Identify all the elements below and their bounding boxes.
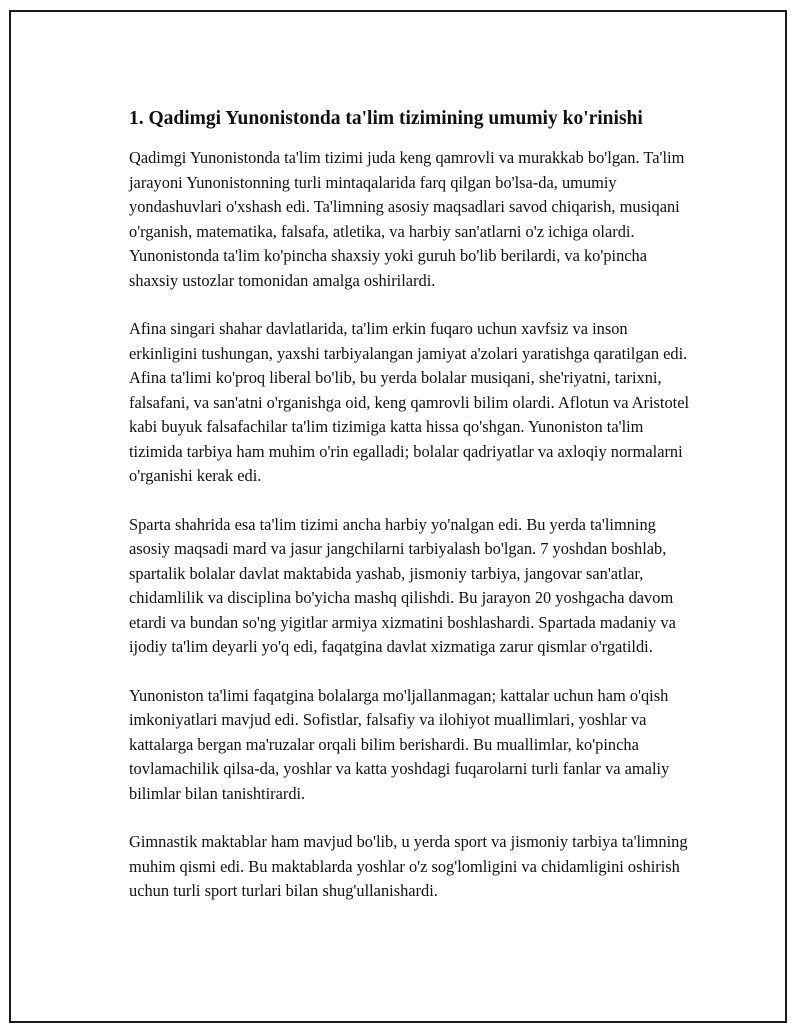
paragraph-2: Afina singari shahar davlatlarida, ta'lim erkin fuqaro uchun xavfsiz va inson erkinligini tushungan, yaxshi tarbiyalangan jamiyat a'zolari yaratishga qaratilgan edi. Afina ta'limi ko'proq liberal bo'lib, bu yerda bolalar musiqani, she'riyatni, tarixni, falsafani, va san'atni o'rganishga oid, keng qamrovli bilim olardi. Aflotun va Aristotel kabi buyuk falsafachilar ta'lim tizimiga katta hissa qo'shgan. Yunoniston ta'lim tizimida tarbiya ham muhim o'rin egalladi; bolalar qadriyatlar va axloqiy normalarni o'rganishi kerak edi. — [129, 319, 690, 485]
paragraph-1: Qadimgi Yunonistonda ta'lim tizimi juda keng qamrovli va murakkab bo'lgan. Ta'lim jarayoni Yunonistonning turli mintaqalarida farq qilgan bo'lsa-da, umumiy yondashuvlari o'xshash edi. Ta'limning asosiy maqsadlari savod chiqarish, musiqani o'rganish, matematika, falsafa, atletika, va harbiy san'atlarni o'z ichiga olardi. Yunonistonda ta'lim ko'pincha shaxsiy yoki guruh bo'lib berilardi, va ko'pincha shaxsiy ustozlar tomonidan amalga oshirilardi. — [129, 148, 685, 290]
paragraph-3: Sparta shahrida esa ta'lim tizimi ancha harbiy yo'nalgan edi. Bu yerda ta'limning asosiy maqsadi mard va jasur jangchilarni tarbiyalash bo'lgan. 7 yoshdan boshlab, spartalik bolalar davlat maktabida yashab, jismoniy tarbiya, jangovar san'atlar, chidamlilik va disciplina bo'yicha mashq qilishdi. Bu jarayon 20 yoshgacha davom etardi va bundan so'ng yigitlar armiya xizmatini boshlashardi. Spartada madaniy va ijodiy ta'lim deyarli yo'q edi, faqatgina davlat xizmatiga zarur qismlar o'rgatildi. — [129, 514, 676, 656]
paragraph-5: Gimnastik maktablar ham mavjud bo'lib, u yerda sport va jismoniy tarbiya ta'limning muhim qismi edi. Bu maktablarda yoshlar o'z sog'lomligini va chidamligini oshirish uchun turli sport turlari bilan shug'ullanishardi. — [129, 832, 688, 900]
paragraph-4: Yunoniston ta'limi faqatgina bolalarga mo'ljallanmagan; kattalar uchun ham o'qish imkoniyatlari mavjud edi. Sofistlar, falsafiy va ilohiyot muallimlari, yoshlar va kattalarga bergan ma'ruzalar orqali bilim berishardi. Bu muallimlar, ko'pincha tovlamachilik qilsa-da, yoshlar va katta yoshdagi fuqarolarni turli fanlar va amaliy bilimlar bilan tanishtirardi. — [129, 685, 670, 803]
section-heading: 1. Qadimgi Yunonistonda ta'lim tizimining umumiy ko'rinishi — [129, 108, 643, 129]
document-body — [129, 106, 694, 928]
page-frame — [9, 10, 787, 1023]
